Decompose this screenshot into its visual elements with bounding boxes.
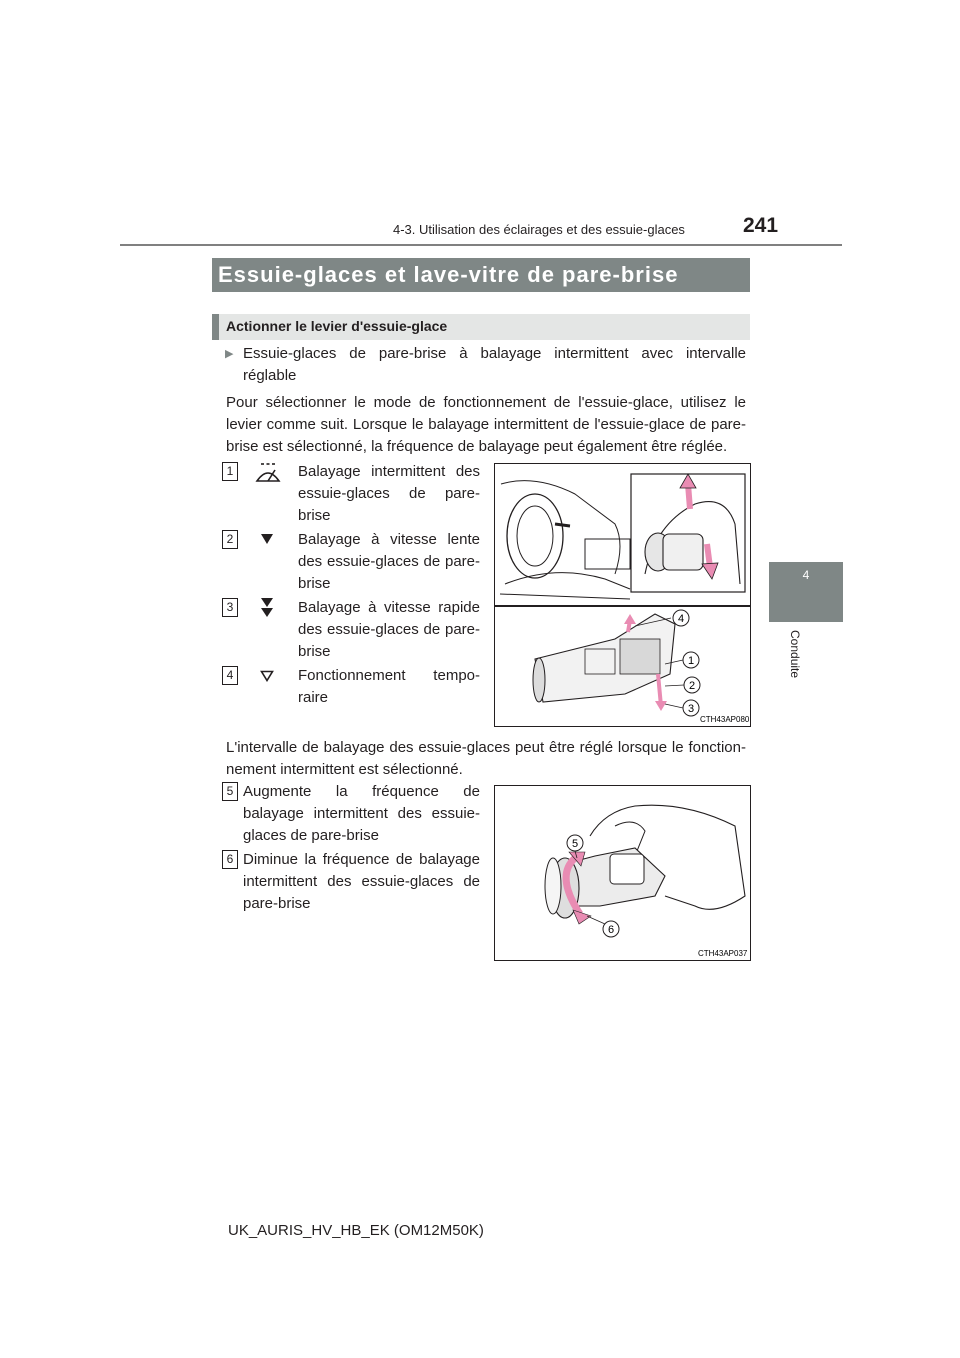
item-2-line-2: des essuie-glaces de pare- xyxy=(298,553,480,570)
low-speed-icon xyxy=(260,533,274,545)
item-6-line-2: intermittent des essuie-glaces de xyxy=(243,873,480,890)
fig1-code: CTH43AP080 xyxy=(700,715,750,724)
item-number-1: 1 xyxy=(222,462,238,481)
footer-model-code: UK_AURIS_HV_HB_EK (OM12M50K) xyxy=(228,1222,484,1239)
fig1-label-1: 1 xyxy=(687,655,695,667)
item-number-6: 6 xyxy=(222,850,238,869)
subsection-accent xyxy=(212,314,219,340)
item-4-line-2: raire xyxy=(298,689,329,706)
item-number-5: 5 xyxy=(222,782,238,801)
item-1-line-3: brise xyxy=(298,507,331,524)
item-2-line-3: brise xyxy=(298,575,331,592)
item-3-line-1: Balayage à vitesse rapide xyxy=(298,599,480,616)
interval-dial-illustration xyxy=(495,786,750,960)
bullet-line-1: Essuie-glaces de pare-brise à balayage intermittent avec intervalle xyxy=(243,345,746,362)
interval-note-line-1: L'intervalle de balayage des essuie-glaces peut être réglé lorsque le fonction- xyxy=(226,739,746,756)
intro-line-1: Pour sélectionner le mode de fonctionnement de l'essuie-glace, utilisez le xyxy=(226,394,746,411)
item-6-line-1: Diminue la fréquence de balayage xyxy=(243,851,480,868)
header-rule xyxy=(120,244,842,246)
wiper-lever-figure xyxy=(494,463,751,727)
intro-line-2: levier comme suit. Lorsque le balayage intermittent de l'essuie-glace de pare- xyxy=(226,416,746,433)
section-header: 4-3. Utilisation des éclairages et des essuie-glaces xyxy=(393,222,685,237)
subsection-title: Actionner le levier d'essuie-glace xyxy=(226,318,448,334)
item-1-line-2: essuie-glaces de pare- xyxy=(298,485,480,502)
bullet-marker-icon: ▶ xyxy=(225,348,234,360)
item-6-line-3: pare-brise xyxy=(243,895,311,912)
bullet-line-2: réglable xyxy=(243,367,297,384)
page-number: 241 xyxy=(743,214,779,237)
item-3-line-3: brise xyxy=(298,643,331,660)
fig2-label-5: 5 xyxy=(571,838,579,850)
item-5-line-2: balayage intermittent des essuie- xyxy=(243,805,480,822)
fig2-code: CTH43AP037 xyxy=(698,949,748,958)
item-5-line-1: Augmente la fréquence de xyxy=(243,783,480,800)
interval-dial-figure xyxy=(494,785,751,961)
item-3-line-2: des essuie-glaces de pare- xyxy=(298,621,480,638)
fig1-label-4: 4 xyxy=(677,613,685,625)
item-number-4: 4 xyxy=(222,666,238,685)
chapter-label: Conduite xyxy=(788,630,802,679)
fig2-label-6: 6 xyxy=(607,924,615,936)
intro-line-3: brise est sélectionné, la fréquence de balayage peut également être réglée. xyxy=(226,438,728,455)
item-2-line-1: Balayage à vitesse lente xyxy=(298,531,480,548)
fig1-label-2: 2 xyxy=(688,680,696,692)
item-number-3: 3 xyxy=(222,598,238,617)
wiper-lever-illustration xyxy=(495,464,750,726)
fig1-label-3: 3 xyxy=(687,703,695,715)
intermittent-wipe-icon xyxy=(254,461,282,485)
high-speed-icon xyxy=(260,597,274,619)
item-1-line-1: Balayage intermittent des xyxy=(298,463,480,480)
item-4-line-1: Fonctionnement tempo- xyxy=(298,667,480,684)
chapter-number: 4 xyxy=(802,568,810,582)
mist-icon xyxy=(260,670,274,682)
interval-note-line-2: nement intermittent est sélectionné. xyxy=(226,761,463,778)
item-5-line-3: glaces de pare-brise xyxy=(243,827,379,844)
page-title: Essuie-glaces et lave-vitre de pare-brise xyxy=(218,262,679,287)
item-number-2: 2 xyxy=(222,530,238,549)
